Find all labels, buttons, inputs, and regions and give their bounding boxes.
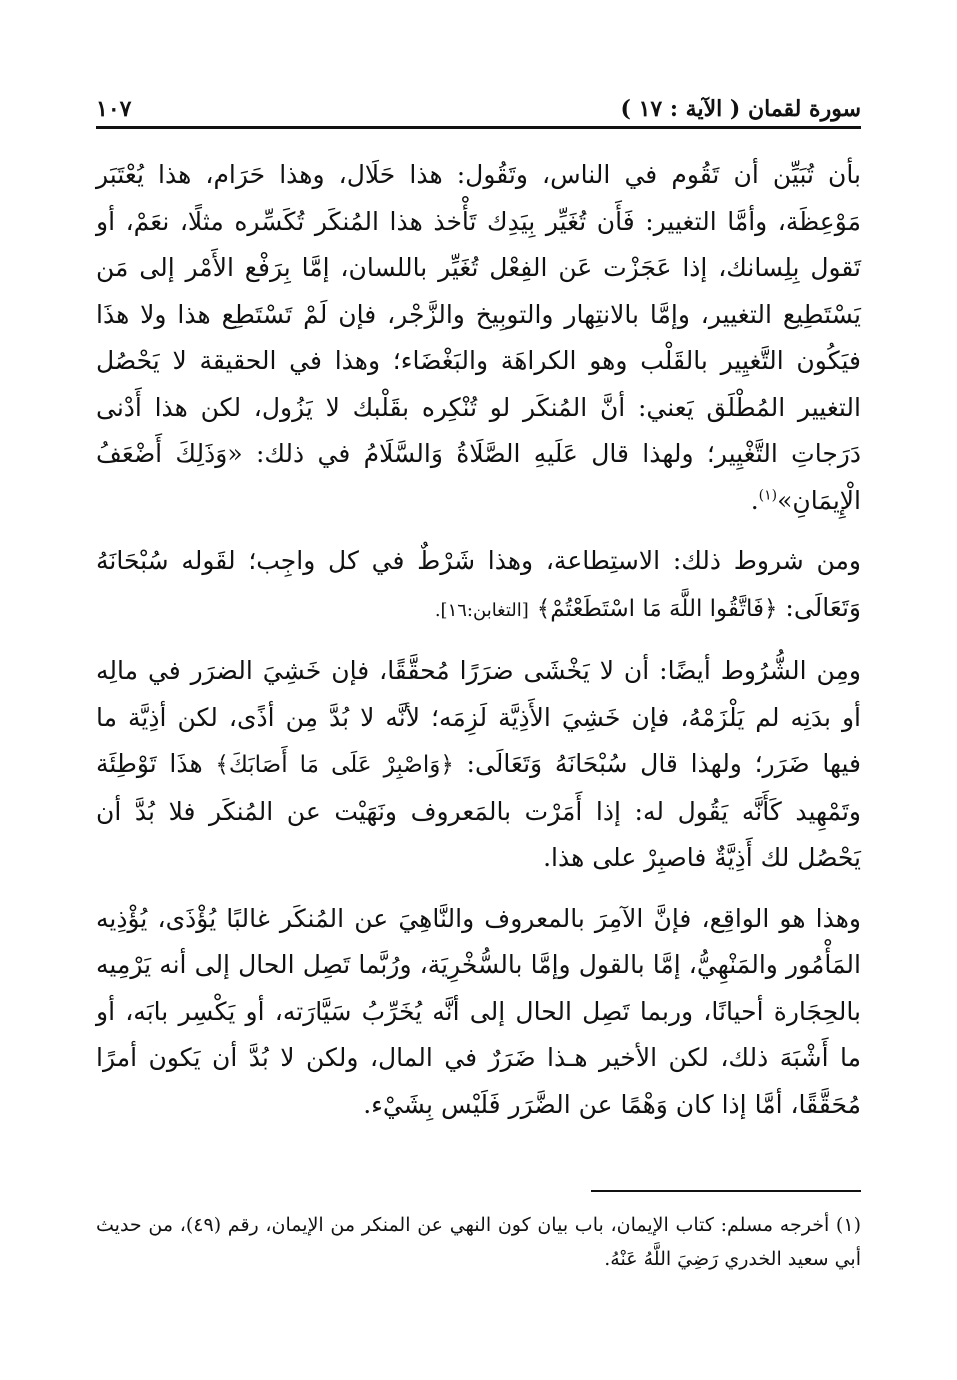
paragraph-1-end: . [750, 485, 759, 515]
paragraph-3-text-a: ومِن الشُّرُوط أيضًا: أن لا يَخْشَى ضرَرًا مُحقَّقًا، فإن خَشِيَ الضرَر في مالِه أو بدَنِه لم يَلْزَمْهُ، فإن خَشِيَ الأَذِيَّة لَزِمَه؛ لأنَّه لا بُدَّ مِن أذًى، لكن أذِيَّة ما فيها ضَرَر؛ ولهذا قال سُبْحَانَهُ وَتَعَالَى: [96, 656, 861, 778]
paragraph-2 [96, 538, 861, 634]
paragraph-4: وهذا هو الواقِع، فإنَّ الآمِرَ بالمعروف والنَّاهِيَ عن المُنكَر غالبًا يُؤْذَى، يُؤْذِيه المَأْمُور والمَنْهِيُّ، إمَّا بالقول وإمَّا بالسُّخْرِيَة، ورُبَّما تَصِل الحال إلى أنه يَرْمِيه بالحِجَارة أحيانًا، وربما تَصِل الحال إلى أنَّه يُخَرِّبُ سَيَّارَته، أو يَكْسِر بابَه، أو ما أَشْبَهَ ذلك، لكن الأخير هـذا ضَرَرٌ في المال، ولكن لا بُدَّ أن يَكون أمرًا مُحَقَّقًا، أمَّا إذا كان وَهْمًا عن الضَّرَر فَلَيْس بِشَيْء. [96, 903, 861, 1119]
quran-verse: ﴿وَاصْبِرْ عَلَى مَا أَصَابَكَ﴾ [215, 752, 454, 778]
footnote-1: (١) أخرجه مسلم: كتاب الإيمان، باب بيان كون النهي عن المنكر من الإيمان، رقم (٤٩)، من حديث أبي سعيد الخدري رَضِيَ اللَّهُ عَنْهُ. [96, 1214, 861, 1270]
paragraph-3-text-b: هذَا تَوْطِئَة وتَمْهِيد كَأَنَّه يَقُول له: إذا أَمَرْت بالمَعروف ونَهَيْت عن المُنكَر فلا بُدَّ أن يَحْصُل لك أَذِيَّةٌ فاصبِرْ على هذا. [96, 749, 861, 872]
footnote-divider [591, 1190, 861, 1192]
main-text [96, 152, 861, 1128]
footnotes [96, 1208, 861, 1276]
paragraph-1-text: بأن تُبَيِّن أن تَقُوم في الناس، وتَقُول: هذا حَلَال، وهذا حَرَام، هذا يُعْتَبَر مَوْعِظَة، وأمَّا التغيير: فَأَن تُغَيِّر بِيَدِك تَأْخذ هذا المُنكَر تُكَسِّره مثلًا، نعَمْ، أو تَقول بِلِسانك، إذا عَجَزْت عَن الفِعْل تُغَيِّر باللسان، إمَّا بِرَفْع الأَمْر إلى مَن يَسْتَطِيع التغيير، وإمَّا بالانتِهار والتوبِيخ والزَّجْر، فإن لَمْ تَسْتَطِع هذا ولا هذَا فيَكُون التَّغيِير بالقَلْب وهو الكراهَة والبَغْضَاء؛ وهذا في الحقيقة لا يَحْصُل التغيير المُطْلَق يَعني: أنَّ المُنكَر لو تُنْكِره بقَلْبك لا يَزُول، لكن هذا أَدْنى دَرَجاتِ التَّغْيِير؛ ولهذا قال عَلَيهِ الصَّلَاةُ وَالسَّلَامُ في ذلك: [96, 160, 861, 468]
paragraph-3 [96, 648, 861, 882]
page-header [96, 92, 861, 129]
verse-reference: [التغابن:١٦]. [434, 599, 529, 621]
hadith-quote: «وَذَلِكَ أَضْعَفُ الْإِيمَانِ» [96, 439, 861, 515]
chapter-title: سورة لقمان ( الآية : ١٧ ) [620, 96, 861, 122]
paragraph-1 [96, 152, 861, 524]
footnote-marker: (١) [758, 487, 778, 504]
paragraph-2-text: ومن شروط ذلك: الاستِطاعة، وهذا شَرْطٌ في كل واجِب؛ لقَوله سُبْحَانَهُ وَتَعَالَى: [96, 546, 861, 622]
page-number: ١٠٧ [96, 96, 132, 122]
quran-verse: ﴿فَاتَّقُوا اللَّهَ مَا اسْتَطَعْتُمْ﴾ [536, 595, 778, 622]
